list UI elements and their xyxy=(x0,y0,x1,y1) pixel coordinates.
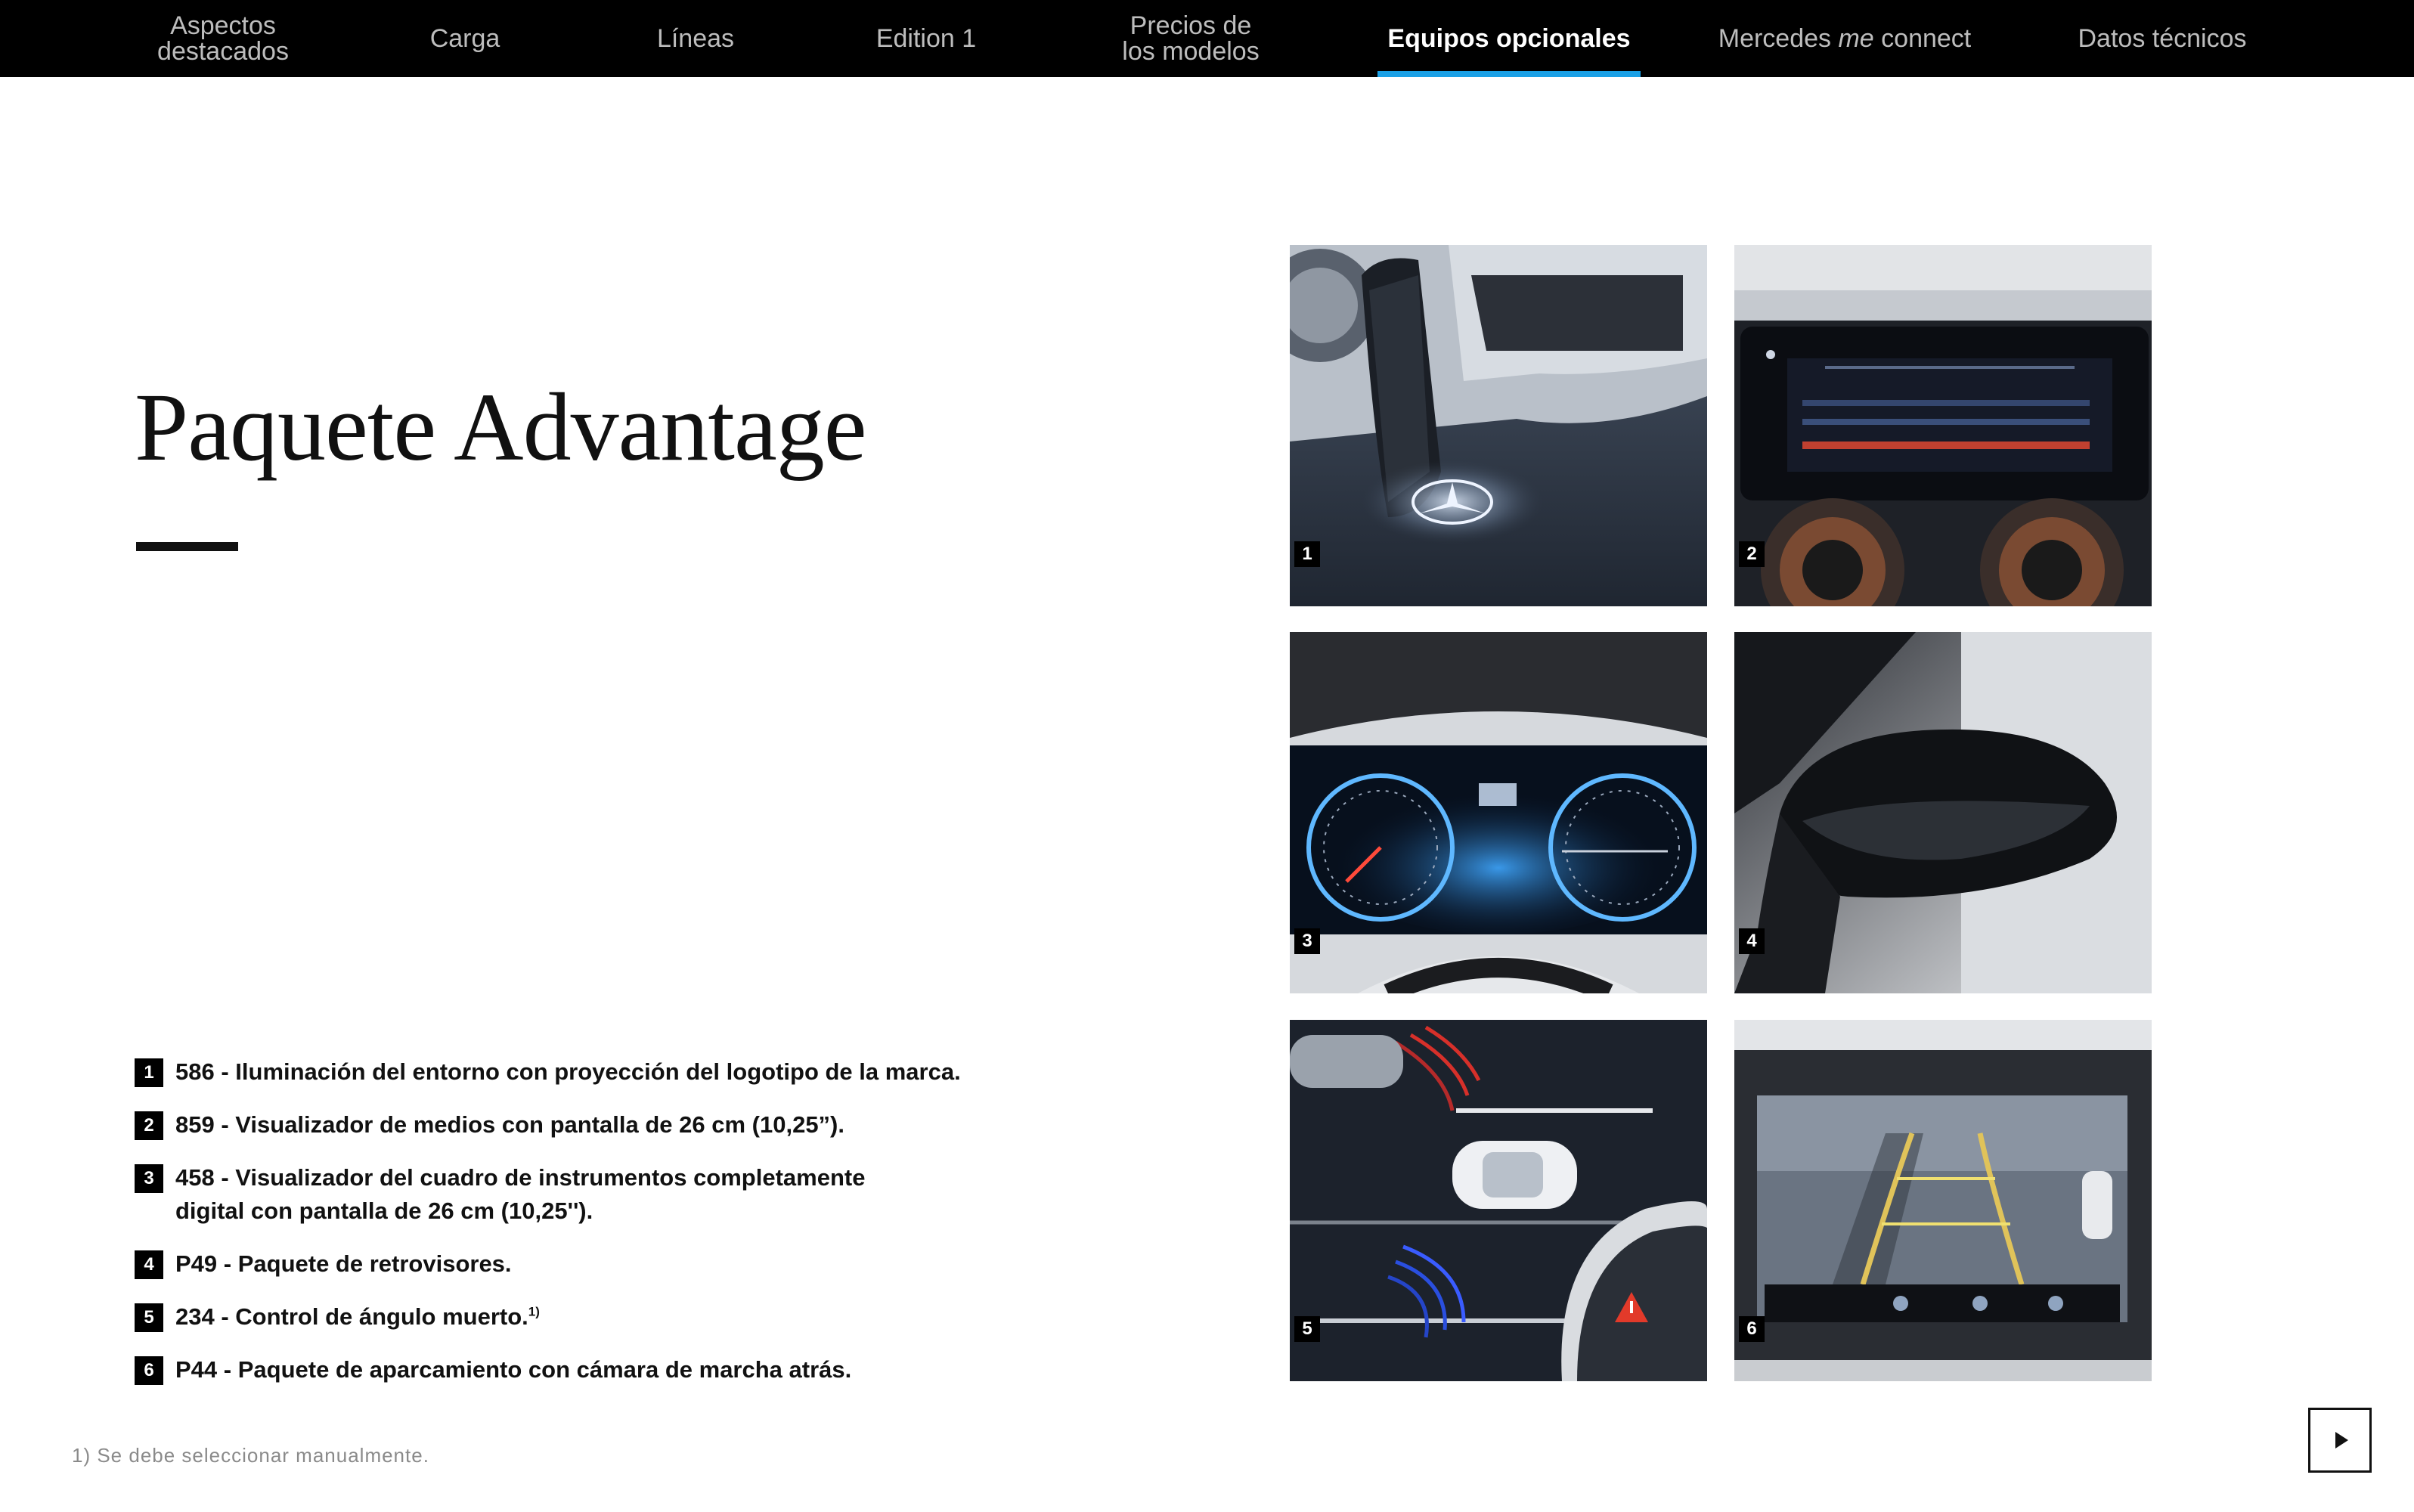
nav-item-aspectos-destacados[interactable]: Aspectos destacados xyxy=(157,11,289,66)
feature-item-1 xyxy=(135,1055,1004,1089)
nav-item-label: Mercedes me connect xyxy=(1718,24,1972,53)
feature-item-4 xyxy=(135,1247,1004,1281)
number-badge: 3 xyxy=(135,1164,163,1193)
instrument-cluster-image xyxy=(1290,632,1707,993)
feature-text: - Visualizador de medios con pantalla de 26 cm (10,25”). xyxy=(214,1111,844,1138)
feature-text: - Control de ángulo muerto. xyxy=(214,1303,528,1330)
feature-code: 458 xyxy=(175,1164,215,1191)
logo-projection-illustration xyxy=(1290,245,1707,606)
nav-item-carga[interactable]: Carga xyxy=(429,24,500,53)
feature-list xyxy=(135,1055,1004,1387)
media-display-illustration xyxy=(1734,245,2152,606)
number-badge: 2 xyxy=(135,1111,163,1140)
nav-item-precios-modelos[interactable]: Precios de los modelos xyxy=(1122,11,1260,66)
top-navigation xyxy=(0,0,2414,77)
image-number-badge: 6 xyxy=(1739,1316,1765,1342)
feature-text: - Paquete de aparcamiento con cámara de marcha atrás. xyxy=(217,1356,852,1383)
number-badge: 4 xyxy=(135,1250,163,1279)
page-title: Paquete Advantage xyxy=(135,373,866,481)
image-number-badge: 1 xyxy=(1294,541,1320,567)
number-badge: 5 xyxy=(135,1303,163,1332)
next-page-button[interactable] xyxy=(2308,1408,2372,1473)
title-divider xyxy=(136,542,238,551)
nav-item-lineas[interactable]: Líneas xyxy=(656,24,735,53)
image-number-badge: 5 xyxy=(1294,1316,1320,1342)
feature-item-2 xyxy=(135,1108,1004,1142)
feature-item-3 xyxy=(135,1161,1004,1228)
side-mirror-image xyxy=(1734,632,2152,993)
feature-text: - Visualizador del cuadro de instrumentos completamente digital con pantalla de 26 cm (10,25''). xyxy=(175,1164,866,1224)
parking-camera-image xyxy=(1734,1020,2152,1381)
image-number-badge: 2 xyxy=(1739,541,1765,567)
footnote: 1) Se debe seleccionar manualmente. xyxy=(72,1444,429,1467)
feature-item-6 xyxy=(135,1353,1004,1387)
instrument-cluster-illustration xyxy=(1290,632,1707,993)
side-mirror-illustration xyxy=(1734,632,2152,993)
blind-spot-image xyxy=(1290,1020,1707,1381)
media-display-image xyxy=(1734,245,2152,606)
nav-item-datos-tecnicos[interactable]: Datos técnicos xyxy=(2078,24,2247,53)
parking-camera-illustration xyxy=(1734,1020,2152,1381)
image-number-badge: 3 xyxy=(1294,928,1320,954)
play-icon xyxy=(2335,1432,2348,1448)
nav-item-edition-1[interactable]: Edition 1 xyxy=(875,24,977,53)
logo-projection-image xyxy=(1290,245,1707,606)
feature-text: - Paquete de retrovisores. xyxy=(217,1250,512,1277)
feature-code: P44 xyxy=(175,1356,218,1383)
feature-text: - Iluminación del entorno con proyección del logotipo de la marca. xyxy=(214,1058,961,1085)
image-number-badge: 4 xyxy=(1739,928,1765,954)
active-tab-indicator xyxy=(1377,71,1641,77)
footnote-ref: 1) xyxy=(528,1304,540,1319)
nav-item-mercedes-me-connect[interactable] xyxy=(1701,0,1988,77)
blind-spot-illustration xyxy=(1290,1020,1707,1381)
feature-item-5 xyxy=(135,1300,1004,1334)
number-badge: 6 xyxy=(135,1356,163,1385)
nav-item-equipos-opcionales[interactable]: Equipos opcionales xyxy=(1387,24,1631,53)
feature-code: P49 xyxy=(175,1250,218,1277)
feature-code: 234 xyxy=(175,1303,215,1330)
feature-code: 586 xyxy=(175,1058,215,1085)
feature-code: 859 xyxy=(175,1111,215,1138)
number-badge: 1 xyxy=(135,1058,163,1087)
